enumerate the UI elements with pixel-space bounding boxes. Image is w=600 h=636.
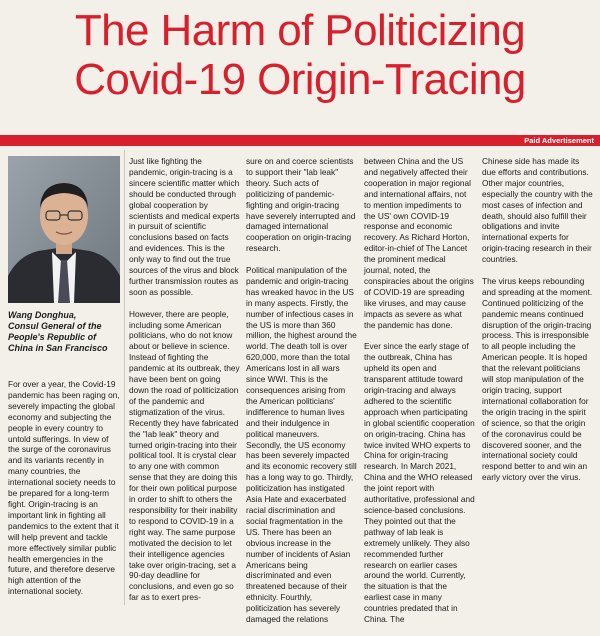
paid-advertisement-label: Paid Advertisement	[524, 136, 594, 145]
headline-line-1: The Harm of Politicizing	[74, 6, 526, 55]
author-caption	[8, 310, 120, 354]
portrait-illustration	[8, 156, 120, 303]
author-title-line-2: People's Republic of	[8, 332, 97, 342]
paragraph: between China and the US and negatively affected their cooperation in major regional and international affairs, not to mention impediments to the US' own COVID-19 response and economic recovery. As Richard Horton, editor-in-chief of The Lancet the prominent medical journal, noted, the conspiracies about the origins of COVID-19 are spreading like viruses, and may cause impacts as severe as what the pandemic has done.	[364, 156, 474, 330]
article-column-5	[482, 156, 593, 494]
author-portrait	[8, 156, 120, 303]
advertisement-bar	[0, 135, 600, 146]
column-divider	[124, 150, 125, 605]
paragraph: However, there are people, including some American politicians, who do not know about or believe in science. Instead of fighting the pandemic at its outbreak, they have been bent on going down the road of politicization of the pandemic and stigmatization of the virus. Recently they have fabricated the "lab leak" theory and turned origin-tracing into their political tool. It is crystal clear to any one with common sense that they are doing this for their own political purpose in order to shift to others the responsibility for their inability to respond to COVID-19 in a right way. The same purpose motivated the decision to let their intelligence agencies take over origin-tracing, set a 90-day deadline for conclusions, and even go so far as to exert pres-	[129, 308, 240, 603]
article-column-1	[8, 379, 120, 597]
headline	[0, 6, 600, 104]
paragraph: Ever since the early stage of the outbreak, China has upheld its open and transparent attitude toward origin-tracing and always adhered to the scientific approach when participating in global scientific cooperation on origin-tracing. China has twice invited WHO experts to China for origin-tracing research. In March 2021, China and the WHO released the joint report with authoritative, professional and science-based conclusions. They pointed out that the pathway of lab leak is extremely unlikely. They also recommended further research on earlier cases around the world. Currently, the situation is that the earliest case in many countries predated that in China. The	[364, 341, 475, 625]
paragraph: Just like fighting the pandemic, origin-tracing is a sincere scientific matter which should be conducted through global cooperation by scientists and medical experts in pursuit of scientific conclusions based on facts and evidences. This is the only way to find out the true sources of the virus and block further transmission routes as soon as possible.	[129, 156, 240, 297]
article-column-2	[129, 156, 240, 614]
paragraph: For over a year, the Covid-19 pandemic has been raging on, severely impacting the global economy and subjecting the people in every country to untold sufferings. In view of the surge of the coronavirus and its variants recently in many countries, the international society needs to be prepared for a long-term fight. Origin-tracing is an important link in fighting all pandemics to the extent that it will help prevent and tackle more effectively similar public health emergencies in the future, and therefore deserve high attention of the international society.	[8, 379, 120, 597]
paragraph: Chinese side has made its due efforts and contributions. Other major countries, especially the country with the most cases of infection and death, should also fulfill their obligations and invite international experts for origin-tracing research in their countries.	[482, 156, 593, 265]
paragraph: sure on and coerce scientists to support their "lab leak" theory. Such acts of politicizing of pandemic-fighting and origin-tracing have severely interrupted and damaged international cooperation on origin-tracing research.	[246, 156, 356, 254]
article-column-4	[364, 156, 475, 636]
paragraph: Political manipulation of the pandemic and origin-tracing has wreaked havoc in the US in many aspects. Firstly, the number of infectious cases in the US is more than 360 million, the highest around the world. The death toll is over 620,000, more than the total Americans lost in all wars since WWI. This is the consequences arising from the American politicians' indifference to human lives and their indulgence in political maneuvers. Secondly, the US economy has been severely impacted and its economic recovery still has a long way to go. Thirdly, politicization has instigated Asia Hate and exacerbated racial discrimination and social fragmentation in the US. There has been an obvious increase in the number of incidents of Asian Americans being discriminated and even threatened because of their ethnicity. Fourthly, politicization has severely damaged the relations	[246, 265, 357, 625]
article-column-3	[246, 156, 357, 636]
headline-line-2: Covid-19 Origin-Tracing	[74, 55, 526, 104]
author-title-line-3: China in San Francisco	[8, 343, 108, 353]
paragraph: The virus keeps rebounding and spreading at the moment. Continued politicizing of the pandemic means continued disruption of the origin-tracing process. This is irresponsible to all people including the American people. It is hoped that the relevant politicians will stop manipulation of the origin tracing, support international collaboration for the origin tracing in the spirit of science, so that the origin of the coronavirus could be discovered sooner, and the international society could respond better to and win an early victory over the virus.	[482, 275, 593, 483]
author-name: Wang Donghua,	[8, 310, 77, 320]
author-title-line-1: Consul General of the	[8, 321, 102, 331]
